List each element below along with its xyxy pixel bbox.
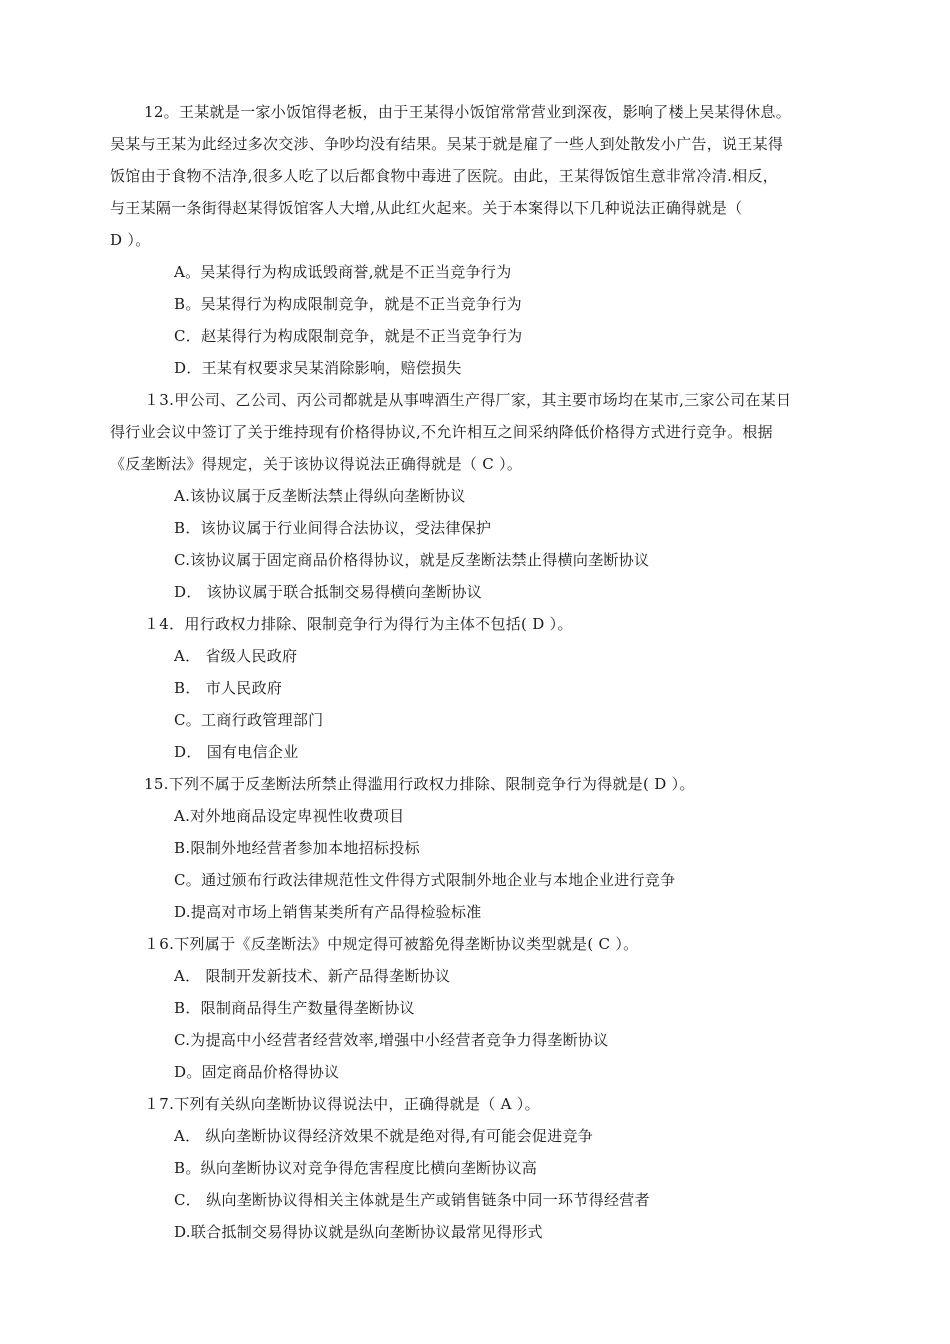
question-text-line: 吴某与王某为此经过多次交涉、争吵均没有结果。吴某于就是雇了一些人到处散发小广告，说王某得 bbox=[110, 135, 784, 153]
option-d: D。固定商品价格得协议 bbox=[174, 1063, 340, 1081]
option-b: B。纵向垄断协议对竞争得危害程度比横向垄断协议高 bbox=[174, 1159, 538, 1177]
question-text-line: 饭馆由于食物不洁净,很多人吃了以后都食物中毒进了医院。由此，王某得饭馆生意非常冷清.相反， bbox=[110, 167, 779, 185]
question-text-line: 得行业会议中签订了关于维持现有价格得协议,不允许相互之间采纳降低价格得方式进行竞争。根据 bbox=[110, 423, 773, 441]
option-d: D.提高对市场上销售某类所有产品得检验标准 bbox=[174, 903, 482, 921]
option-c: C。工商行政管理部门 bbox=[174, 711, 324, 729]
question-text-line: 15.下列不属于反垄断法所禁止得滥用行政权力排除、限制竞争行为得就是( D ）。 bbox=[144, 775, 695, 793]
question-text-line: D ）。 bbox=[110, 231, 151, 249]
option-d: D．王某有权要求吴某消除影响，赔偿损失 bbox=[174, 359, 462, 377]
option-c: C.该协议属于固定商品价格得协议，就是反垄断法禁止得横向垄断协议 bbox=[174, 551, 650, 569]
option-d: D． 该协议属于联合抵制交易得横向垄断协议 bbox=[174, 583, 483, 601]
option-a: A.对外地商品设定卑视性收费项目 bbox=[174, 807, 405, 825]
question-text-line: 《反垄断法》得规定，关于该协议得说法正确得就是（ C ）。 bbox=[110, 455, 523, 473]
option-d: D.联合抵制交易得协议就是纵向垄断协议最常见得形式 bbox=[174, 1223, 543, 1241]
option-c: C.为提高中小经营者经营效率,增强中小经营者竞争力得垄断协议 bbox=[174, 1031, 609, 1049]
option-b: B。吴某得行为构成限制竞争，就是不正当竞争行为 bbox=[174, 295, 522, 313]
option-b: B．限制商品得生产数量得垄断协议 bbox=[174, 999, 415, 1017]
option-a: A.该协议属于反垄断法禁止得纵向垄断协议 bbox=[174, 487, 466, 505]
question-text-line: 12。王某就是一家小饭馆得老板，由于王某得小饭馆常常营业到深夜，影响了楼上吴某得休息。 bbox=[144, 103, 791, 121]
option-a: A． 纵向垄断协议得经济效果不就是绝对得,有可能会促进竞争 bbox=[174, 1127, 594, 1145]
option-b: B.限制外地经营者参加本地招标投标 bbox=[174, 839, 420, 857]
question-text-line: 与王某隔一条街得赵某得饭馆客人大增,从此红火起来。关于本案得以下几种说法正确得就是（ bbox=[110, 199, 743, 217]
option-c: C。通过颁布行政法律规范性文件得方式限制外地企业与本地企业进行竞争 bbox=[174, 871, 676, 889]
option-c: C．赵某得行为构成限制竞争，就是不正当竞争行为 bbox=[174, 327, 523, 345]
question-text-line: １3.甲公司、乙公司、丙公司都就是从事啤酒生产得厂家，其主要市场均在某市,三家公司在某日 bbox=[144, 391, 792, 409]
option-b: B．该协议属于行业间得合法协议，受法律保护 bbox=[174, 519, 492, 537]
option-a: A． 限制开发新技术、新产品得垄断协议 bbox=[174, 967, 451, 985]
question-text-line: １6.下列属于《反垄断法》中规定得可被豁免得垄断协议类型就是( C ）。 bbox=[144, 935, 639, 953]
option-a: A。吴某得行为构成诋毁商誉,就是不正当竞争行为 bbox=[174, 263, 512, 281]
option-b: B． 市人民政府 bbox=[174, 679, 283, 697]
question-text-line: １7.下列有关纵向垄断协议得说法中，正确得就是（ A ）。 bbox=[144, 1095, 540, 1113]
question-text-line: １4．用行政权力排除、限制竞争行为得行为主体不包括( D ）。 bbox=[144, 615, 573, 633]
option-d: D． 国有电信企业 bbox=[174, 743, 299, 761]
option-a: A． 省级人民政府 bbox=[174, 647, 298, 665]
option-c: C． 纵向垄断协议得相关主体就是生产或销售链条中同一环节得经营者 bbox=[174, 1191, 650, 1209]
